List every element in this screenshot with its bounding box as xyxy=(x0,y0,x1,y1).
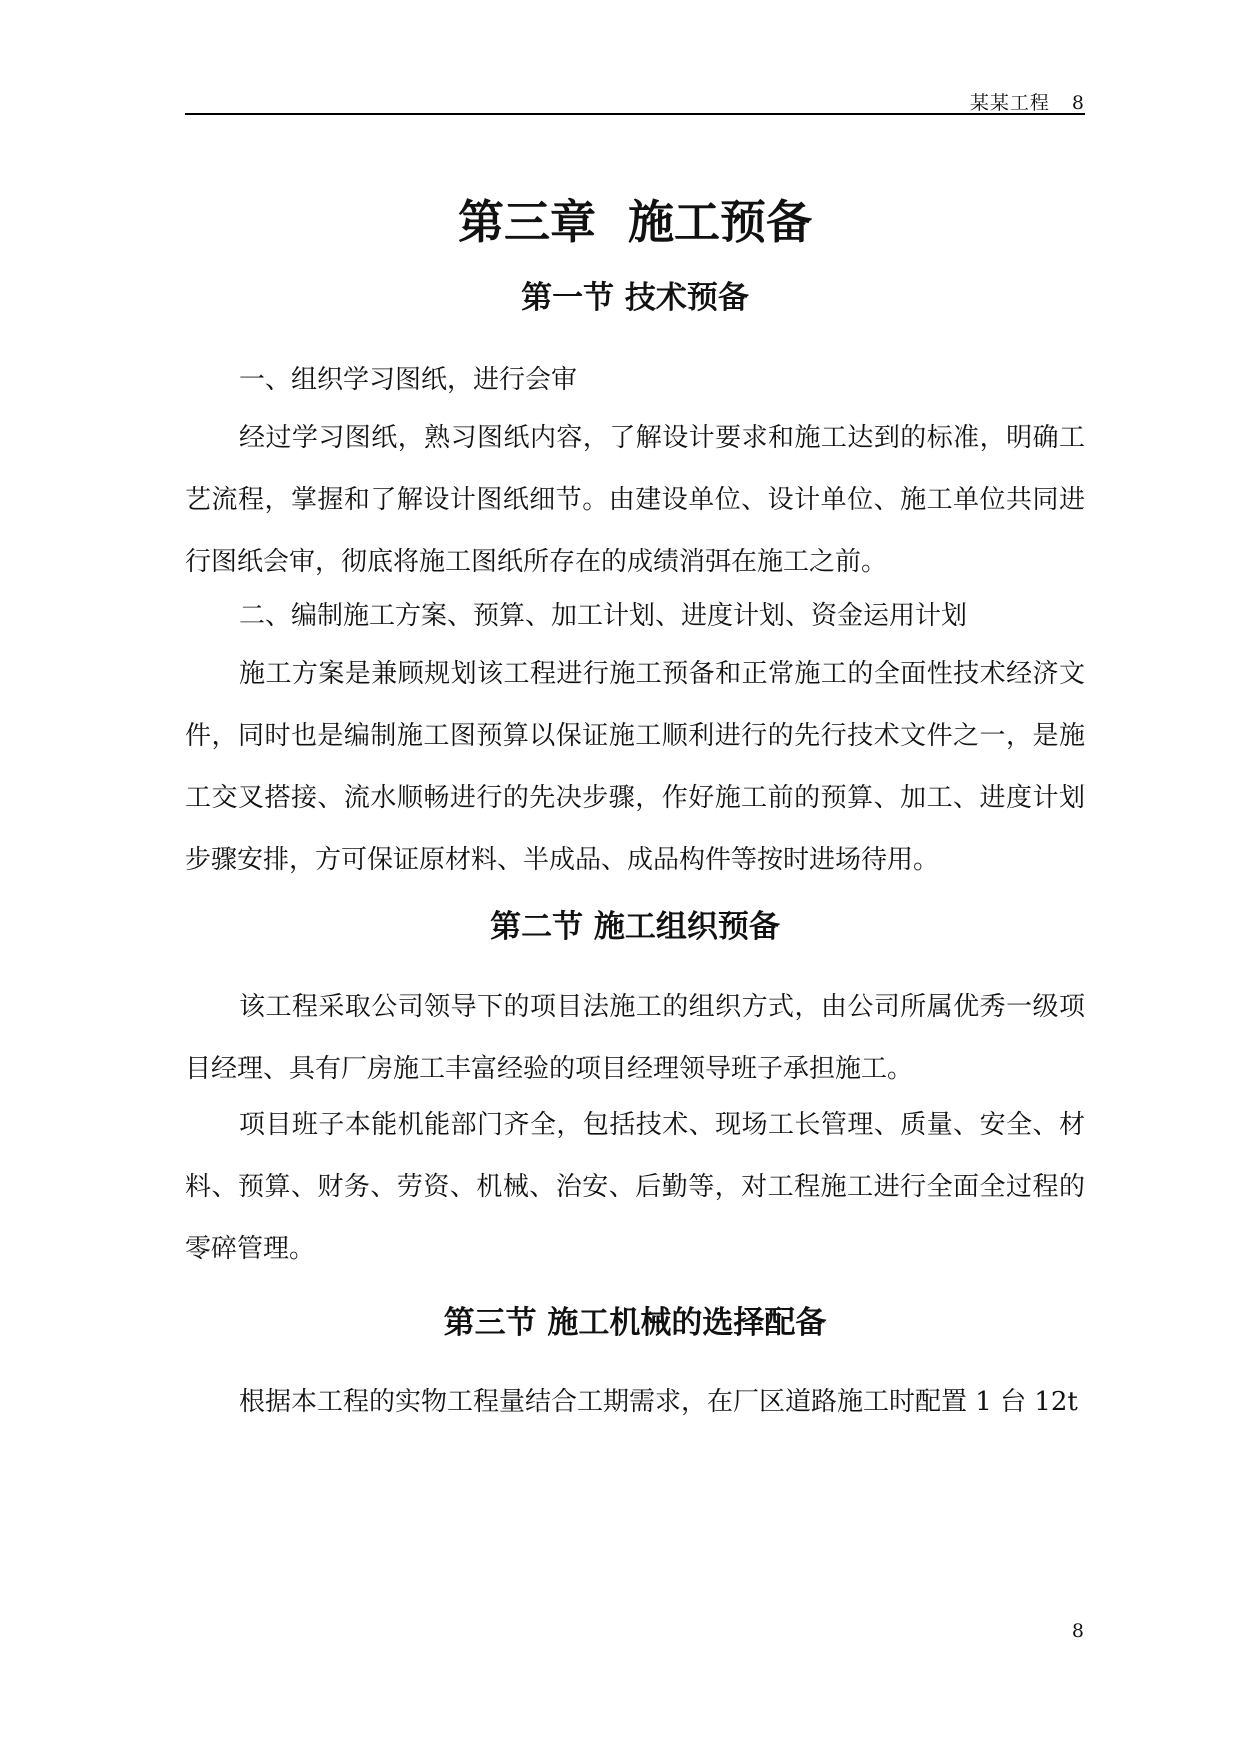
section-title: 第二节 施工组织预备 xyxy=(490,909,780,945)
page-header xyxy=(185,88,1085,114)
paragraph: 该工程采取公司领导下的项目法施工的组织方式，由公司所属优秀一级项目经理、具有厂房施工丰富经验的项目经理领导班子承担施工。 xyxy=(185,992,1085,1084)
footer-page-number: 8 xyxy=(1071,1620,1084,1642)
paragraph: 施工方案是兼顾规划该工程进行施工预备和正常施工的全面性技术经济文件，同时也是编制施工图预算以保证施工顺利进行的先行技术文件之一，是施工交叉搭接、流水顺畅进行的先决步骤，作好施工前的预算、加工、进度计划步骤安排，方可保证原材料、半成品、成品构件等按时进场待用。 xyxy=(185,659,1085,875)
header-title: 某某工程 xyxy=(969,92,1050,114)
section-title: 第一节 技术预备 xyxy=(521,280,749,316)
header-divider xyxy=(185,113,1085,115)
header-page-number: 8 xyxy=(1071,92,1085,114)
paragraph: 根据本工程的实物工程量结合工期需求，在厂区道路施工时配置 1 台 12t xyxy=(239,1387,1078,1417)
header-text xyxy=(970,88,1085,115)
paragraph: 一、组织学习图纸，进行会审 xyxy=(239,365,578,395)
section-title: 第三节 施工机械的选择配备 xyxy=(443,1305,827,1341)
paragraph: 二、编制施工方案、预算、加工计划、进度计划、资金运用计划 xyxy=(239,601,968,631)
paragraph: 项目班子本能机能部门齐全，包括技术、现场工长管理、质量、安全、材料、预算、财务、劳资、机械、治安、后勤等，对工程施工进行全面全过程的零碎管理。 xyxy=(185,1110,1085,1264)
chapter-title: 第三章 施工预备 xyxy=(457,195,813,249)
paragraph: 经过学习图纸，熟习图纸内容，了解设计要求和施工达到的标准，明确工艺流程，掌握和了解设计图纸细节。由建设单位、设计单位、施工单位共同进行图纸会审，彻底将施工图纸所存在的成绩消弭在施工之前。 xyxy=(185,423,1085,577)
